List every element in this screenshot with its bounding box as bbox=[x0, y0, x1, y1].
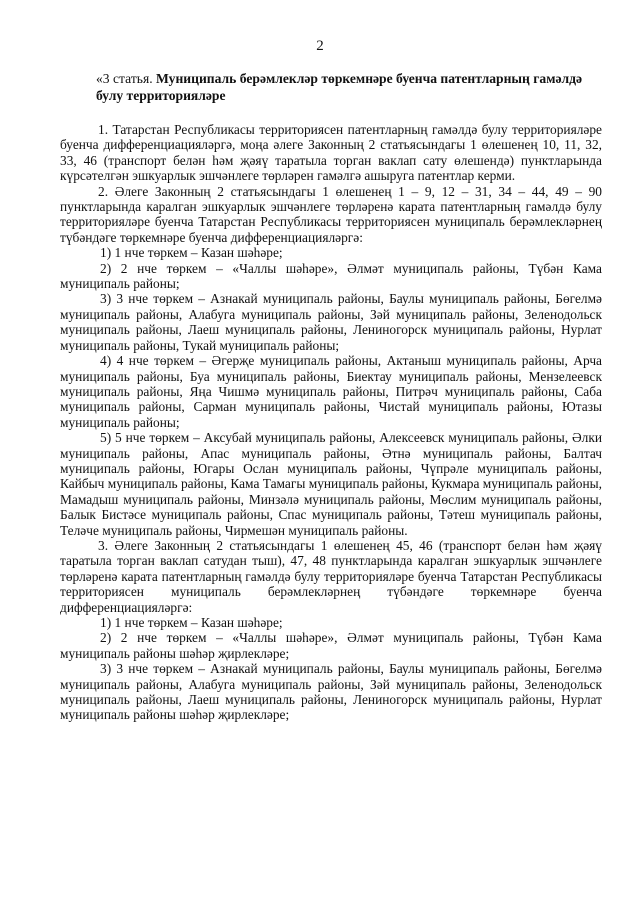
article-heading-prefix: «3 статья. bbox=[96, 71, 153, 86]
paragraph-2: 2. Әлеге Законның 2 статьясындагы 1 өлешенең 1 – 9, 12 – 31, 34 – 44, 49 – 90 пунктларында каралган эшкуарлык эшчәнлеге төрләренә карата патентларның гамәлдә булу территорияләре буенча Татарстан Республикасы территориясен муниципаль берәмлекләрнең түбәндәге төркемнәре буенча дифференциацияләргә: bbox=[60, 183, 602, 245]
article-heading bbox=[96, 70, 606, 104]
list-item: 4) 4 нче төркем – Әгерҗе муниципаль районы, Актаныш муниципаль районы, Арча муниципаль районы, Буа муниципаль районы, Биектау муниципаль районы, Мензелеевск муниципаль районы, Яңа Чишмә муниципаль районы, Питрәч муниципаль районы, Саба муниципаль районы, Сарман муниципаль районы, Чистай муниципаль районы, Ютазы муниципаль районы; bbox=[60, 353, 602, 430]
list-item: 3) 3 нче төркем – Азнакай муниципаль районы, Баулы муниципаль районы, Бөгелмә муниципаль районы, Алабуга муниципаль районы, Зәй муниципаль районы, Зеленодольск муниципаль районы, Лаеш муниципаль районы, Лениногорск муниципаль районы, Нурлат муниципаль районы, Тукай муниципаль районы; bbox=[60, 291, 602, 353]
paragraph-3: 3. Әлеге Законның 2 статьясындагы 1 өлешенең 45, 46 (транспорт белән һәм җәяү таратыла торган ваклап сатудан тыш), 47, 48 пунктларында каралган эшкуарлык эшчәнлеге төрләренә карата патентларның гамәлдә булу территорияләре буенча Татарстан Республикасы территориясен муниципаль берәмлекләрнең түбәндәге төркемнәре буенча дифференциацияләргә: bbox=[60, 537, 602, 615]
page-number: 2 bbox=[316, 38, 324, 54]
list-item: 1) 1 нче төркем – Казан шәһәре; bbox=[100, 245, 283, 261]
list-item: 2) 2 нче төркем – «Чаллы шәһәре», Әлмәт муниципаль районы, Түбән Кама муниципаль районы шәһәр җирлекләре; bbox=[60, 630, 602, 661]
article-heading-title: Муниципаль берәмлекләр төркемнәре буенча патентларның гамәлдә булу территорияләре bbox=[96, 71, 583, 103]
list-item: 2) 2 нче төркем – «Чаллы шәһәре», Әлмәт муниципаль районы, Түбән Кама муниципаль районы; bbox=[60, 260, 602, 292]
list-item: 3) 3 нче төркем – Азнакай муниципаль районы, Баулы муниципаль районы, Бөгелмә муниципаль районы, Алабуга муниципаль районы, Зәй муниципаль районы, Зеленодольск муниципаль районы, Лаеш муниципаль районы, Лениногорск муниципаль районы, Нурлат муниципаль районы шәһәр җирлекләре; bbox=[60, 661, 602, 723]
document-body bbox=[60, 122, 602, 723]
paragraph-1: 1. Татарстан Республикасы территориясен патентларның гамәлдә булу территорияләре буенча дифференциацияләргә, моңа әлеге Законның 2 статьясындагы 1 өлешенең 10, 11, 32, 33, 46 (транспорт белән һәм җәяү таратыла торган ваклап сату өлешендә) пунктларында күрсәтелгән эшкуарлык эшчәнлеге төрләрен гамәлгә ашыруга патентлар керми. bbox=[60, 122, 602, 184]
list-item: 1) 1 нче төркем – Казан шәһәре; bbox=[100, 615, 283, 630]
list-item: 5) 5 нче төркем – Аксубай муниципаль районы, Алексеевск муниципаль районы, Әлки муниципаль районы, Апас муниципаль районы, Әтнә муниципаль районы, Балтач муниципаль районы, Югары Ослан муниципаль районы, Чүпрәле муниципаль районы, Кайбыч муниципаль районы, Кама Тамагы муниципаль районы, Кукмара муниципаль районы, Мамадыш муниципаль районы, Минзәлә муниципаль районы, Мөслим муниципаль районы, Балык Бистәсе муниципаль районы, Спас муниципаль районы, Тәтеш муниципаль районы, Теләче муниципаль районы, Чирмешән муниципаль районы. bbox=[60, 430, 602, 538]
